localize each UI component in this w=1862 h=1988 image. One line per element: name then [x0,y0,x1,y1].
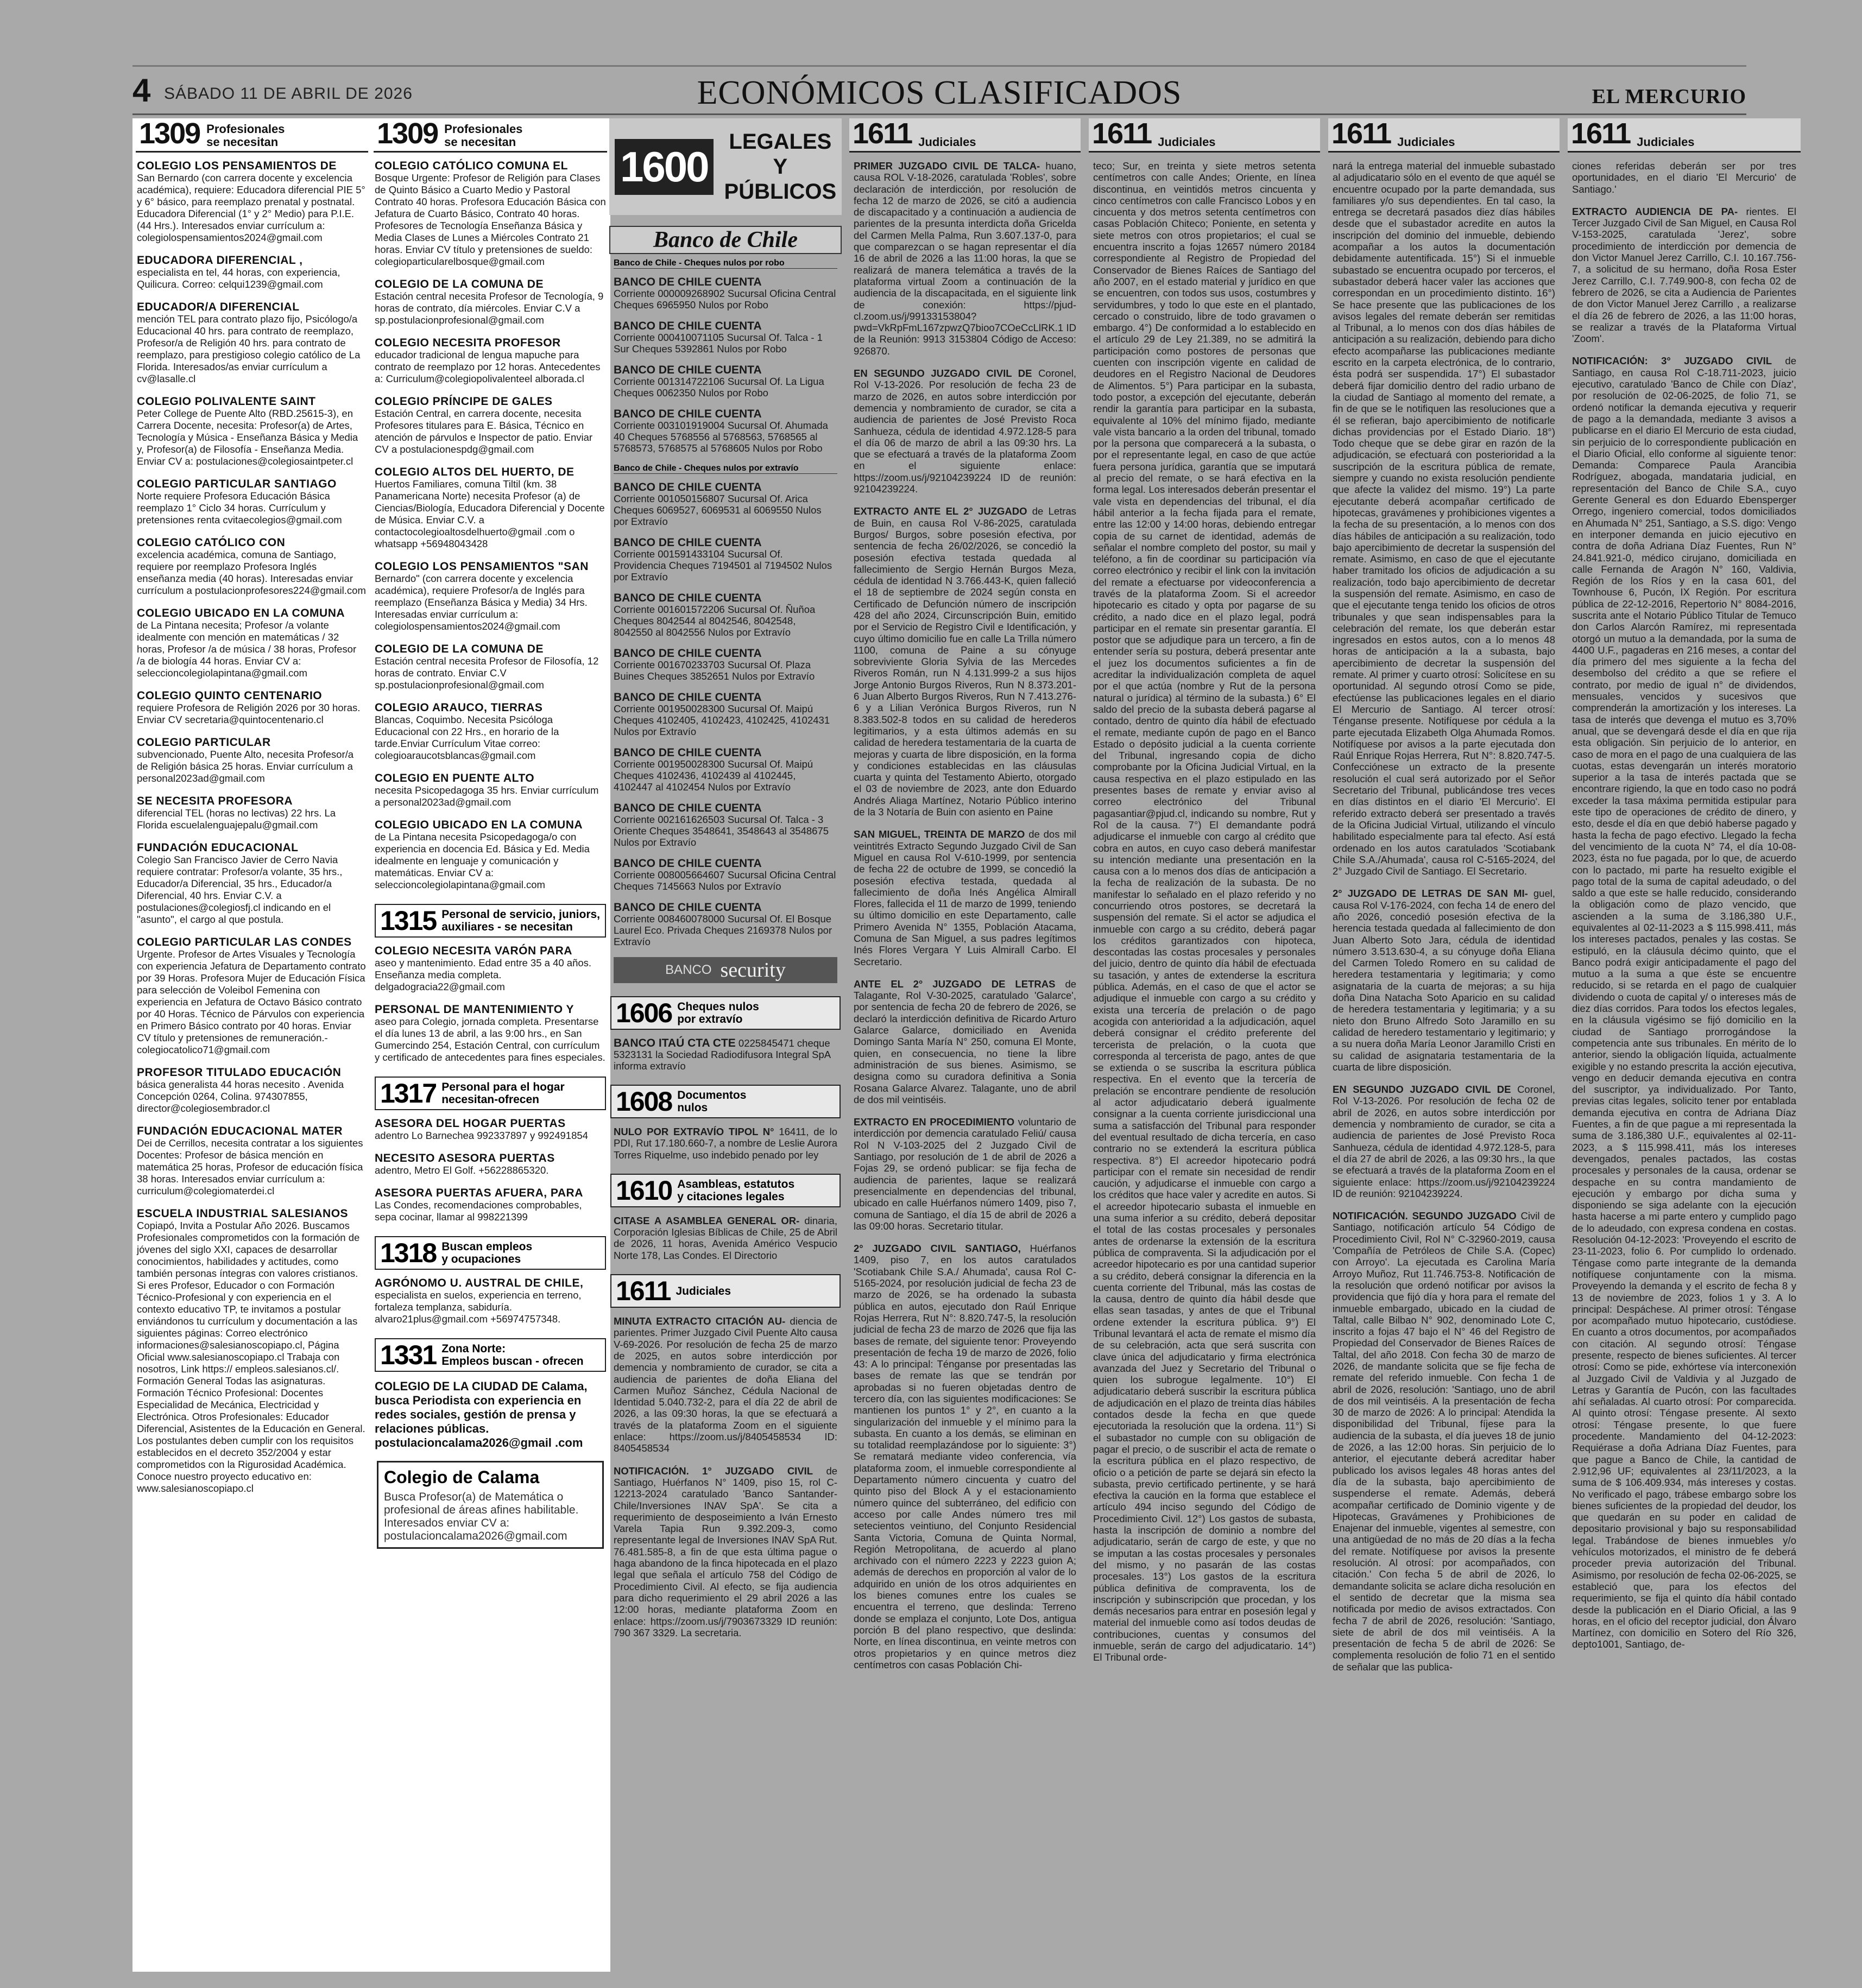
column-4 [849,118,1081,1972]
notice-heading: PROFESOR TITULADO EDUCACIÓN [137,1066,342,1079]
notice-heading: COLEGIO UBICADO EN LA COMUNA [375,819,583,831]
notice-body: Corriente 001591433104 Sucursal Of. Providencia Cheques 7194501 al 7194502 Nulos por Extravío [614,548,832,583]
notice-body: mención TEL para contrato plazo fijo, Psicólogo/a Educacional 40 hrs. para contrato de reemplazo, Profesor/a de Religión 40 hrs. para contrato de reemplazo, para prestigioso colegio católico de La Florida. Interesados/as enviar currículum a cv@lasalle.cl [137,313,361,384]
section-number: 1611 [853,118,912,150]
section-title: Cheques nulos por extravío [677,1001,759,1025]
section-number: 1606 [616,998,672,1028]
notice-body: Corriente 001314722106 Sucursal Of. La Ligua Cheques 0062350 Nulos por Robo [614,376,824,398]
notice-heading: COLEGIO PARTICULAR SANTIAGO [137,478,337,490]
top-rule [132,65,1746,67]
classified-ad [137,607,367,679]
notice-body: Copiapó, Invita a Postular Año 2026. Buscamos Profesionales comprometidos con la formación de jóvenes del siglo XXI, capaces de desarrollar conocimientos, habilidades y actitudes, como también personas íntegras con valores cristianos. Si eres Profesor, Educador o con Formación Técnico-Profesional y con experiencia en el contexto educativo TP, te invitamos a postular enviándonos tu currículum y documentación a las siguientes páginas: Correo electrónico informaciones@salesianoscopiapo.cl, Página Oficial www.salesianoscopiapo.cl Trabaja con nosotros, Link https:// empleos.salesianos.cl/. Formación General Todas las asignaturas. Formación Técnico Profesional: Docentes Especialidad de Mecánica, Electricidad y Electrónica. Otros Profesionales: Educador Diferencial, Asistentes de la Educación en General. Los postulantes deben cumplir con los requisitos establecidos en el decreto 352/2004 y estar comprometidos con la Rigurosidad Académica. Conoce nuestro proyecto educativo en: www.salesianoscopiapo.cl [137,1220,365,1494]
column-3 [609,118,842,1972]
notice-heading: COLEGIO CATÓLICO CON [137,536,286,549]
classified-ad [375,160,606,268]
notice-body: adentro Lo Barnechea 992337897 y 992491854 [375,1130,588,1141]
section-title: Documentos nulos [677,1089,747,1114]
section-number: 1611 [616,1276,671,1307]
page-number: 4 [132,72,151,109]
notice-heading: COLEGIO NECESITA PROFESOR [375,337,561,349]
notice-body: Corriente 001601572206 Sucursal Of. Ñuñoa Cheques 8042544 al 8042546, 8042548, 8042550 al 8042556 Nulos por Extravío [614,604,816,638]
classified-ad [375,773,606,808]
section-header-1610 [610,1174,841,1207]
legal-notice [854,978,1076,1105]
notice-body: diferencial TEL (horas no lectivas) 22 hrs. La Florida escuelalenguajepalu@gmail.com [137,807,336,831]
section-number: 1610 [616,1175,672,1206]
column-5 [1089,118,1320,1972]
section-title: Judiciales [676,1284,731,1297]
section-number: 1611 [1571,118,1631,150]
notice-heading: BANCO DE CHILE CUENTA [614,802,762,814]
bank-notice [614,320,837,354]
notice-body: Huertos Familiares, comuna Tiltil (km. 38 Panamericana Norte) necesita Profesor (a) de Ciencias/Biología, Educadora Diferencial y Docente de Música. Enviar C.V. a contactocolegioaltosdelhuerto@gmail .com o whatsapp +56948043428 [375,478,605,549]
notice-heading: NOTIFICACIÓN. 1° JUZGADO CIVIL [614,1465,813,1477]
column-6 [1328,118,1560,1972]
section-number: 1315 [380,906,437,936]
section-title: Judiciales [1637,135,1695,149]
notice-heading: BANCO DE CHILE CUENTA [614,901,762,914]
notice-heading: EDUCADOR/A DIFERENCIAL [137,301,300,313]
notice-heading: COLEGIO POLIVALENTE SAINT [137,395,316,408]
banco-de-chile-logo: Banco de Chile [609,226,842,254]
notice-body: Bosque Urgente: Profesor de Religión para Clases de Quinto Básico a Cuarto Medio y Pastoral Contrato 40 horas. Profesora Educación Básica con Jefatura de Cuarto Básico, Contrato 40 horas. Profesores de Tecnología Enseñanza Básica y Media Clases de Lunes a Miércoles Contrato 21 horas. Enviar CV título y pretensiones de sueldo: colegioparticularelbosque@gmail.com [375,172,606,267]
header-rule [132,113,1746,115]
notice-body: Estación central necesita Profesor de Filosofía, 12 horas de contrato. Enviar C.V sp.postulacionprofesional@gmail.com [375,655,599,691]
section-number: 1608 [616,1086,672,1117]
classified-ad [137,537,367,597]
notice-heading: COLEGIO PRÍNCIPE DE GALES [375,395,553,408]
notice-heading: AGRÓNOMO U. AUSTRAL DE CHILE, [375,1277,584,1289]
subsection-label: Banco de Chile - Cheques nulos por extravío [614,464,837,474]
ad-list [374,1118,607,1223]
legal-continuation: nará la entrega material del inmueble subastado al adjudicatario sólo en el evento de que aquél se encuentre ocupado por la parte demandada, sus familiares y/o sus dependientes. En tal caso, la entrega se decretará pasados diez días hábiles desde que el subastador acredite en autos la inscripción del dominio del inmueble, debiendo acompañar a los autos la documentación debidamente autentificada. 15°) Si el inmueble subastado se encuentra ocupado por terceros, el subastador deberá hacer valer las acciones que correspondan en un procedimiento distinto. 16°) Se hace presente que las publicaciones de los avisos legales del remate deberán ser remitidas al Tribunal, a lo menos con dos días hábiles de anticipación a su realización, debiendo para dicho efecto acompañarse las publicaciones mediante escrito en la carpeta electrónica, de lo contrario, ésta podrá ser suspendida. 17°) El subastador deberá fijar domicilio dentro del radio urbano de la ciudad de Santiago al momento del remate, a fin de que se le notifiquen las resoluciones que a él se refieran, bajo apercibimiento de notificarle dichas providencias por el Estado Diario. 18°) Todo cheque que se debe girar en razón de la adjudicación, se efectuará con posterioridad a la suscripción de la escritura pública de remate, siempre y cuando no exista resolución pendiente que afecte la validez del mismo. 19°) La parte ejecutante deberá acompañar certificado de hipotecas, gravámenes y prohibiciones vigentes a la fecha de su presentación, a lo menos con dos días hábiles de anticipación a su realización, todo bajo apercibimiento de decretar la suspensión del remate. Asimismo, en caso de que el ejecutante haber tramitado los oficios de adjudicación a su realización, todo bajo apercibimiento de decretar la suspensión del remate. Asimismo, en caso de que el ejecutante tenga tenido los oficios de otros tribunales y que sean indispensables para la celebración del remate, los que deberán estar ingresados en estos autos, con a lo menos 48 horas de anticipación a la a subasta, bajo apercibimiento de decretar la suspensión del remate. Al primer y cuarto otrosí: Solicítese en su oportunidad. Al segundo otrosí Como se pide, efectúense las publicaciones legales en el diario El Mercurio de Santiago. Al tercer otrosí: Ténganse presente. Notifíquese por cédula a la parte ejecutada Elizabeth Olga Ahumada Romos. Notifíquese por avisos a la parte ejecutada don Raúl Enrique Rojas Herrera, Rut N°: 8.820.747-5. Confecciónese un extracto de la presente resolución el cual será autorizado por el Señor Secretario del Tribunal, publicándose tres veces en días distintos en el diario 'El Mercurio'. El referido extracto deberá ser presentado a través de la Oficina Judicial Virtual, utilizando el vínculo habilitado especialmente para tal efecto. Así está ordenado en los autos caratulados 'Scotiabank Chile S.A./Ahumada', causa rol C-5165-2024, del 2° Juzgado Civil de Santiago. El Secretario. [1333,160,1555,877]
security-logo-word: security [720,959,786,982]
legal-notice [1333,1210,1555,1673]
section-title: Judiciales [1158,135,1216,149]
notice-body: Corriente 002161626503 Sucursal Of. Talca - 3 Oriente Cheques 3548641, 3548643 al 3548675 Nulos por Extravío [614,814,829,848]
notice-heading: COLEGIO PARTICULAR [137,736,271,749]
section-number: 1309 [377,118,438,150]
notice-body: Civil de Santiago, notificación artículo 54 Código de Procedimiento Civil, Rol N° C-32960-2019, causa 'Compañía de Petróleos de Chile S.A. (Copec) con Arroyo'. La ejecutada es Carolina María Arroyo Muñoz, Rut 11.746.753-8. Notificación de la resolución que ordenó notificar por avisos la providencia que fijó día y hora para el remate del inmueble embargado, ubicado en la ciudad de Taltal, calle Bilbao N° 902, denominado Lote C, inscrito a fojas 47 bajo el N° 46 del Registro de Propiedad del Conservador de Bienes Raíces de Taltal, del año 2018. Con fecha 30 de marzo de 2026, de mandante solicita que se fije fecha de remate del referido inmueble. Con fecha 1 de abril de 2026, resolución: 'Santiago, uno de abril de dos mil veintiséis. A la presentación de fecha 30 de marzo de 2026: A lo principal: Atendida la disponibilidad del Tribunal, fíjese para la audiencia de la subasta, el día jueves 18 de junio de 2026, a las 12:00 horas. Sin perjuicio de lo anterior, el ejecutante deberá acreditar haber publicado los avisos legales 48 horas antes del día de la subasta, bajo apercibimiento de suspenderse el remate. Además, deberá acompañar certificado de Dominio vigente y de Hipotecas, Gravámenes y Prohibiciones de Enajenar del inmueble, vigentes al semestre, con una antigüedad de no más de 20 días a la fecha del remate. Notifíquese por avisos la presente resolución. Al otrosí: por acompañados, con citación.' Con fecha 5 de abril de 2026, lo demandante solicita se aclare dicha resolución en el sentido de decretar que la misma sea notificada por medio de avisos extractados. Con fecha 7 de abril de 2026, resolución: 'Santiago, siete de abril de dos mil veintiséis. A la presentación de fecha 5 de abril de 2026: Se complementa resolución de folio 71 en el sentido de señalar que las publica- [1333,1210,1555,1673]
legal-notice [614,1465,837,1638]
section-header-1611 [1089,118,1320,153]
notice-body: guel, causa Rol V-176-2024, con fecha 14 de enero del año 2026, concedió posesión efectiva de la herencia testada quedada al fallecimiento de don Juan Alberto Soto Jara, cédula de identidad número 3.513.630-4, a su cónyuge doña Eliana del Carmen Toledo Romero en su calidad de heredera testamentaria y legitimaria; y como asignataria de la cuarta de mejoras; a su hija doña Dina Natacha Soto Aparicio en su calidad de heredera testamentaria y legitimaria; y a su nieto don Bruno Alfredo Soto Jaramillo en su calidad de heredero testamentario y legitimario; y a su nuera doña María Leonor Jaramillo Cristi en su calidad de asignataria testamentaria de la cuarta de libre disposición. [1333,888,1556,1073]
legal-list [849,160,1081,1670]
bank-notice [614,537,837,583]
classified-ad [137,1067,367,1115]
notice-heading: COLEGIO ALTOS DEL HUERTO, DE [375,466,575,478]
bank-notice [614,408,837,454]
legal-list [609,1315,842,1638]
notice-heading: EN SEGUNDO JUZGADO CIVIL DE [1333,1084,1511,1096]
notice-heading: EDUCADORA DIFERENCIAL , [137,254,303,267]
section-header-1606 [610,996,841,1030]
notice-body: rientes. El Tercer Juzgado Civil de San Miguel, en Causa Rol V-153-2025, caratulada 'Jerez', sobre procedimiento de interdicción por demencia de don Victor Manuel Jerez Carrillo, C.I. 10.167.756-7, a solicitud de su hermano, doña Rosa Ester Jerez Carrillo, C.I. 7.749.900-8, con fecha 02 de febrero de 2026, se cita a Audiencia de Parientes de don Victor Manuel Jerez Carrillo , a realizarse el día 26 de febrero de 2026, a las 11:00 horas, se realizar a través de la Plataforma Virtual 'Zoom'. [1572,205,1796,345]
security-logo-text: BANCO [665,963,712,977]
legal-notice [854,368,1076,495]
section-title: Personal de servicio, juniors, auxiliares - se necesitan [441,908,601,933]
notice-heading: COLEGIO QUINTO CENTENARIO [137,689,323,702]
section-title: Profesionales se necesitan [206,122,285,149]
notice-body: necesita Psicopedagoga 35 hrs. Enviar currículum a personal2023ad@gmail.com [375,784,599,808]
notice-body: especialista en suelos, experiencia en terreno, fortaleza templanza, sabiduría. alvaro21plus@gmail.com +56974757348. [375,1289,582,1325]
notice-body: Colegio San Francisco Javier de Cerro Navia requiere contratar: Profesor/a volante, 35 hrs., Educador/a Diferencial, 35 hrs., Educador/a Diferencial, 40 hrs. Enviar C.V. a postulaciones@colegiosfj.cl indicando en el "asunto", el cargo al que postula. [137,854,343,925]
legal-notice [614,1315,837,1454]
section-number: 1600 [615,139,714,195]
calama-box-title: Colegio de Calama [384,1467,540,1487]
notice-heading: ASESORA DEL HOGAR PUERTAS [375,1117,566,1130]
notice-body: especialista en tel, 44 horas, con experiencia, Quilicura. Correo: celqui1239@gmail.com [137,267,340,290]
notice-heading: BANCO DE CHILE CUENTA [614,276,762,288]
ad-list [374,160,607,891]
notice-body: de La Pintana necesita; Profesor /a volante idealmente con mención en matemáticas / 32 horas, Profesor /a de música / 38 horas, Profesor /a de biología 44 horas. Enviar CV a: seleccioncolegiolapintana@gmail.com [137,619,357,679]
notice-heading: EXTRACTO ANTE EL 2° JUZGADO [854,505,1027,517]
classified-ad [137,795,367,831]
notice-body: aseo para Colegio, jornada completa. Presentarse el día lunes 13 de abril, a las 9:00 hrs., en San Gumercindo 254, Estación Central, con currículum y certificado de antecedentes para fines especiales. [375,1016,605,1063]
classified-ad [375,702,606,762]
bank-notice [614,592,837,638]
notice-body: Coronel, Rol V-13-2026. Por resolución de fecha 02 de abril de 2026, en autos sobre interdicción por demencia y nombramiento de curador, se cita a audiencia de parientes de José Previsto Roca Sanhueza, cédula de identidad 4.972.128-5, para el día 27 de abril de 2026, a las 09:30 hrs., la que se efectuará a través de la plataforma Zoom en el siguiente enlace: https://zoom.us/j/92104239224 ID de reunión: 92104239224. [1333,1084,1555,1199]
notice-heading: COLEGIO CATÓLICO COMUNA EL [375,160,568,172]
column-1 [132,118,371,1972]
classified-ad [137,936,367,1056]
classified-ad [375,1187,606,1223]
notice-heading: BANCO DE CHILE CUENTA [614,647,762,660]
notice-body: aseo y mantenimiento. Edad entre 35 a 40 años. Enseñanza media completa. delgadogracia22@gmail.com [375,957,592,992]
classified-ad [375,1118,606,1142]
page-date: SÁBADO 11 DE ABRIL DE 2026 [164,85,413,103]
section-header-1315 [375,904,606,938]
notice-body: Corriente 000410071105 Sucursal Of. Talca - 1 Sur Cheques 5392861 Nulos por Robo [614,332,823,354]
bank-notice [614,802,837,848]
section-number: 1317 [380,1078,437,1109]
bank-notice [614,692,837,737]
section-header-1600 [609,118,842,215]
section-number: 1331 [380,1340,437,1370]
section-header-1318 [375,1236,606,1270]
ad-list [374,945,607,1063]
bank-list [609,276,842,454]
notice-body: Bernardo" (con carrera docente y excelencia académica), requiere Profesor/a de Inglés para reemplazo (Enseñanza Básica y Media) 34 Hrs. Interesadas enviar currículum a: colegiolospensamientos2024@gmail.com [375,573,588,632]
classified-ad [375,945,606,993]
notice-body: requiere Profesora de Religión 2026 por 30 horas. Enviar CV secretaria@quintocentenario.cl [137,702,361,725]
notice-heading: SE NECESITA PROFESORA [137,795,293,807]
legal-notice [854,828,1076,967]
citase-notice: CITASE A ASAMBLEA GENERAL OR- dinaria, Corporación Iglesias Bíblicas de Chile, 25 de Abril de 2026, 11 horas, Avenida Américo Vespucio Norte 178, Las Condes. El Directorio [614,1214,837,1261]
classified-ad [137,301,367,385]
notice-body: Dei de Cerrillos, necesita contratar a los siguientes Docentes: Profesor de básica mención en matemática 25 horas, Profesor de educación física 38 horas. Interesados enviar currículum a: curriculum@colegiomaterdei.cl [137,1137,363,1196]
calama-periodista-ad: COLEGIO DE LA CIUDAD DE Calama, busca Periodista con experiencia en redes sociales, gestión de prensa y relaciones públicas. postulacioncalama2026@gmail .com [375,1379,588,1449]
classified-ad [375,819,606,891]
legal-notice [1333,1084,1555,1199]
section-number: 1611 [1092,118,1152,150]
notice-body: Coronel, Rol V-13-2026. Por resolución de fecha 23 de marzo de 2026, en autos sobre interdicción por demencia y nombramiento de curador, se cita a audiencia de parientes de José Previsto Roca Sanhueza, cédula de identidad 4.972.128-5 para el día 06 de marzo de abril a las 09:30 hrs. La que se efectuará a través de la plataforma Zoom en el siguiente enlace: https://zoom.us/j/92104239224 ID de reunión: 92104239224. [854,368,1076,495]
notice-body: Las Condes, recomendaciones comprobables, sepa cocinar, llamar al 998221399 [375,1199,582,1223]
classified-ad [137,737,367,784]
notice-body: Corriente 003101919004 Sucursal Of. Ahumada 40 Cheques 5768556 al 5768563, 5768565 al 5768573, 5768575 al 5768605 Nulos por Robo [614,420,828,454]
notice-heading: BANCO DE CHILE CUENTA [614,364,762,376]
notice-body: Corriente 001050156807 Sucursal Of. Arica Cheques 6069527, 6069531 al 6069550 Nulos por Extravío [614,493,822,527]
section-header-1611 [1328,118,1560,153]
notice-heading: BANCO DE CHILE CUENTA [614,857,762,870]
notice-body: Corriente 001950028300 Sucursal Of. Maipú Cheques 4102405, 4102423, 4102425, 4102431 Nulos por Extravío [614,703,830,737]
notice-body: voluntario de interdicción por demencia caratulado Feliú/ causa Rol N V-103-2025 del 2 Juzgado Civil de Santiago, por resolución de 1 de abril de 2026 a Fojas 29, se ordenó publicar: se fija fecha de audiencia de parientes, laque se realizará presencialmente en dependencias del tribunal, ubicado en calle Huérfanos número 1409, piso 7, comuna de Santiago, el día 15 de abril de 2026 a las 09:00 horas. Secretario titular. [854,1116,1076,1232]
classified-ad [375,278,606,326]
notice-heading: EXTRACTO AUDIENCIA DE PA- [1572,205,1738,217]
notice-heading: BANCO DE CHILE CUENTA [614,592,762,604]
banco-security-logo [614,957,837,983]
section-number: 1309 [139,118,200,150]
classified-ad [375,466,606,550]
classified-ad [137,396,367,467]
classified-ad [375,561,606,632]
bank-list [609,482,842,947]
notice-body: Huérfanos 1409, piso 7, en los autos caratulados 'Scotiabank Chile S.A./ Ahumada', causa Rol C-5165-2024, por resolución judicial de fecha 23 de marzo de 2026, se ha ordenado la subasta pública en autos, ejecutado don Raúl Enrique Rojas Herrera, Rut N°: 8.820.747-5, la resolución judicial de fecha 23 de marzo de 2026 que fija las bases de remate, del siguiente tenor: Proveyendo presentación de fecha 19 de marzo de 2026, folio 43: A lo principal: Ténganse por presentadas las bases de remate las que se tendrán por aprobadas si no fueren objetadas dentro de tercero día, con las siguientes modificaciones: Se mantienen los puntos 1° y 2°, en cuanto a la singularización del inmueble y el mínimo para la subasta. En cuanto a los demás, se eliminan en su totalidad reemplazándose por lo siguiente: 3°) Se rematará mediante video conferencia, vía plataforma zoom, el inmueble correspondiente al Departamento número cincuenta y cuatro del quinto piso del Block A y el estacionamiento número quince del subterráneo, del edificio con acceso por calle Andes número tres mil setecientos veintiuno, del Conjunto Residencial Santa Victoria, Comuna de Quinta Normal, Región Metropolitana, de acuerdo al plano archivado con el número 2223 y 2223 guion A; además de derechos en proporción al valor de lo adquirido en unión de los otros adquirientes en los bienes comunes entre los cuales se encuentra el terreno, que deslinda: Terreno donde se emplaza el conjunto, Lote Dos, antigua porción B del plano respectivo, que deslinda: Norte, en línea discontinua, en veinte metros con otros propietarios y en quince metros diez centímetros con casas Población Chi- [854,1243,1076,1670]
legal-notice [854,160,1076,357]
classified-ad [137,160,367,244]
notice-heading: MINUTA EXTRACTO CITACIÓN AU- [614,1315,786,1327]
notice-body: diencia de parientes. Primer Juzgado Civil Puente Alto causa V-69-2026. Por resolución de fecha 25 de marzo de 2025, en autos sobre interdicción por demencia y nombramiento de curador, se cita a audiencia de parientes de doña Eliana del Carmen Muñoz Sánchez, Cédula Nacional de Identidad 5.040.732-2, para el día 22 de abril de 2026, a las 09:30 horas, la que se efectuará a través de la plataforma Zoom en el siguiente enlace: https://zoom.us/j/8405458534 ID: 8405458534 [614,1315,838,1454]
section-header-1309 [136,118,368,153]
notice-body: de dos mil veintitrés Extracto Segundo Juzgado Civil de San Miguel en causa Rol V-610-1999, por sentencia de fecha 22 de octubre de 1999, se concedió la posesión efectiva testada, quedada al fallecimiento de doña Inés Angélica Almirall Flores, fallecida el 11 de marzo de 1999, teniendo su último domicilio en este Departamento, calle Primero Avenida N° 1355, Población Atacama, Comuna de San Miguel, a sus padres legítimos Inés Flores Vergara Y Luis Almirall Carbo. El Secretario. [854,828,1076,967]
classified-ad [375,337,606,385]
notice-body: Corriente 001670233703 Sucursal Of. Plaza Buines Cheques 3852651 Nulos por Extravío [614,659,815,682]
itau-notice: BANCO ITAÚ CTA CTE 0225845471 cheque 5323131 la Sociedad Radiodifusora Integral SpA informa extravío [614,1037,831,1072]
section-title: Judiciales [918,135,976,149]
notice-heading: COLEGIO EN PUENTE ALTO [375,772,535,784]
legal-continuation: teco; Sur, en treinta y siete metros setenta centímetros con calle Andes; Oriente, en línea discontinua, en veintidós metros cincuenta y cinco centímetros con calle Francisco Lobos y en cincuenta y dos metros setenta centímetros con casas Población Chiteco; Poniente, en setenta y siete metros con otros propietarios; el cual se encuentra inscrito a fojas 12657 número 20184 correspondiente al Registro de Propiedad del Conservador de Bienes Raíces de Santiago del año 2007, en el estado material y jurídico en que se encuentren, con todos sus usos, costumbres y servidumbres, y todo lo que este en el plantado, cercado o construido, libre de todo gravamen o embargo. 4°) De conformidad a lo establecido en el artículo 29 de Ley 21.389, no se admitirá la participación como postores de personas que cuenten con inscripción vigente en calidad de deudores en el Registro Nacional de Deudores de Alimentos. 5°) Para participar en la subasta, todo postor, a excepción del ejecutante, deberán rendir la garantía para participar en la subasta, equivalente al 10% del mínimo fijado, mediante vale vista bancario a la orden del tribunal, tomado por la persona que comparecerá a la subasta, o por el representante legal, en caso de que actúe fuera persona jurídica, garantía que se imputará al precio del remate, o se hará efectiva en la forma legal. Los interesados deberán presentar el vale vista en dependencias del tribunal, el día hábil anterior a la fecha fijada para el remate, entre las 12:00 y 14:00 horas, debiendo entregar copia de su carnet de identidad, además de señalar el nombre completo del postor, su mail y teléfono, a fin de coordinar su participación vía correo electrónico y recibir el link con la invitación del remate a efectuarse por videoconferencia a través de la plataforma Zoom. Si el acreedor hipotecario es citado y opta por pagarse de su crédito, a nado dice en el plazo legal, podrá participar en el remate sin presentar garantía. El postor que se adjudique para un tercero, a fin de entender sería su postura, deberá presentar ante el juez los documentos suficientes a fin de acreditar la individualización completa de aquel por el que actúa (nombre y Rut de la persona natural o jurídica) al término de la subasta.) 6° El saldo del precio de la subasta deberá pagarse al contado, dentro de quinto día hábil de efectuado el remate, mediante cupón de pago en el Banco Estado o depósito judicial a la cuenta corriente del Tribunal, ingresando copia de dicho comprobante por la Oficina Judicial Virtual, en la causa respectiva en el plazo estipulado en las presentes bases de remate y enviar aviso al correo electrónico del Tribunal pagasantiar@pjud.cl, indicando su nombre, Rut y Rol de la causa. 7°) El demandante podrá adjudicarse el inmueble con cargo al crédito que cobra en autos, en cuyo caso deberá manifestar su intención mediante una presentación en la causa con a lo menos dos días de anticipación a la fecha de realización de la subasta. De no manifestar lo señalado en el plazo referido y no concurriendo otros postores, se decretará la suspensión del remate. Si el actor se adjudica el inmueble con cargo a su crédito, deberá pagar los créditos garantizados con hipoteca, descontadas las costas procesales y personales del juicio, dentro de quinto día hábil de efectuada su tasación, y antes de extenderse la escritura pública. Además, en el caso de que el actor se adjudique el inmueble con cargo a su crédito y exista una tercería de prelación o de pago acogida con anterioridad a la adjudicación, aquel deberá consignar el crédito preferente del tercerista de prelación, o la cuota que corresponda al tercerista de pago, antes de que se extienda o se suscriba la escritura pública respectiva. En el evento que la tercería de prelación se encontrare pendiente de resolución al actor adjudicatario deberá igualmente consignar a la cuenta corriente jurisdiccional una suma a satisfacción del Tribunal para responder del eventual resultado de dicha tercería, en caso contrario no se extenderá la escritura pública respectiva. 8°) El acreedor hipotecario podrá participar con el remate sin necesidad de rendir caución, y adjudicarse el inmueble con cargo a los créditos que hace valer y acredite en autos. Si el acreedor hipotecario subasta el inmueble en una suma inferior a su crédito, deberá depositar el total de las costas procesales y personales antes de ordenarse la extensión de la escritura pública de compraventa. Si la adjudicación por el acreedor hipotecario es por una cantidad superior a su crédito, deberá consignar la diferencia en la cuenta corriente del Tribunal, más las costas de la causa, dentro de quinto día hábil desde que ellas sean tasadas, y antes de que el Tribunal ordene extender la escritura pública. 9°) El Tribunal levantará el acta de remate el mismo día de su celebración, acta que será suscrita con clave única del adjudicatario y firma electrónica avanzada del Juez y Secretario del Tribunal o quien los subrogue legalmente. 10°) El adjudicatario deberá suscribir la escritura pública de adjudicación en el plazo de treinta días hábiles contados desde la fecha en que quede ejecutoriada la resolución que la ordena. 11°) Si el subastador no cumple con su obligación de pagar el precio, o de suscribir el acta de remate o la escritura pública en el plazo respectivo, de oficio o a petición de parte se dejará sin efecto la subasta, previo certificado pertinente, y se hará efectiva la caución en la forma que establece el artículo 494 inciso segundo del Código de Procedimiento Civil. 12°) Los gastos de subasta, hasta la inscripción de dominio a nombre del adjudicatario, serán de cargo de este, y que no se imputan a las costas procesales y personales del mismo, y no pasarán de las costas procesales. 13°) Los gastos de la escritura pública definitiva de compraventa, los de inscripción y subinscripción que procedan, y los demás necesarios para entrar en posesión legal y material del inmueble como así todos deudas de contribuciones, cuentas y consumos del inmueble, serán de cargo del adjudicatario. 14°) El Tribunal orde- [1093,160,1316,1663]
notice-body: educador tradicional de lengua mapuche para contrato de reemplazo por 12 horas. Antecedentes a: Curriculum@colegiopolivalenteel alborada.cl [375,349,601,384]
legal-notice [854,1116,1076,1232]
bank-notice [614,902,837,947]
section-header-1331 [375,1338,606,1372]
legal-notice [1572,206,1796,345]
notice-heading: BANCO DE CHILE CUENTA [614,691,762,704]
bank-notice [614,276,837,311]
legal-continuation: ciones referidas deberán ser por tres oportunidades, en el diario 'El Mercurio' de Santiago.' [1572,160,1796,195]
section-title: LEGALES Y PÚBLICOS [724,130,837,204]
notice-body: básica generalista 44 horas necesito . Avenida Concepción 0264, Colina. 974307855, director@colegiosembrador.cl [137,1079,344,1114]
notice-heading: COLEGIO PARTICULAR LAS CONDES [137,936,352,948]
notice-body: Urgente. Profesor de Artes Visuales y Tecnología con experiencia Jefatura de Departamento contrato por 39 Horas. Profesora Mujer de Educación Física para selección de Voleibol Femenina con experiencia en Jefatura de Octavo Básico contrato por 40 Horas. Técnico de Párvulos con experiencia en Primero Básico contrato por 40 horas. Enviar CV título y pretensiones de remuneración.- colegiocatolico71@gmail.com [137,948,366,1055]
page-title: ECONÓMICOS CLASIFICADOS [697,74,1182,111]
notice-body: Blancas, Coquimbo. Necesita Psicóloga Educacional con 22 Hrs., en horario de la tarde.Enviar Currículum Vitae correo: colegioaraucotsblancas@gmail.com [375,714,559,761]
bank-notice [614,747,837,793]
notice-heading: EXTRACTO EN PROCEDIMIENTO [854,1116,1015,1128]
notice-heading: BANCO DE CHILE CUENTA [614,320,762,332]
notice-body: adentro, Metro El Golf. +56228865320. [375,1164,549,1176]
classified-ad [137,842,367,926]
section-header-1611 [849,118,1081,153]
classified-ad [137,1125,367,1197]
notice-heading: ASESORA PUERTAS AFUERA, PARA [375,1187,583,1199]
notice-body: huano, causa ROL V-18-2026, caratulada 'Robles', sobre declaración de interdicción, por resolución de fecha 12 de marzo de 2026, se citó a audiencia de discapacitado y a continuación a audiencia de parientes de la presunta interdicta doña Gricelda del Carmen Mella Palma, Run 3.607.137-0, para que comparezcan o se hagan representar el día 16 de abril de 2026 a las 11:00 horas, la que se realizará de manera telemática a través de la plataforma virtual Zoom a continuación de la audiencia de la discapacitada, en el siguiente link de conexión: https://pjud-cl.zoom.us/j/99133153804? pwd=VkRpFmL167zpwzQ7bioo7COeCcLlRK.1 ID de la Reunión: 9913 3153804 Código de Acceso: 926870. [854,160,1077,357]
calama-box-body: Busca Profesor(a) de Matemática o profesional de áreas afines habilitable. Interesados enviar CV a: postulacioncalama2026@gmail.com [384,1491,579,1542]
notice-heading: BANCO DE CHILE CUENTA [614,408,762,420]
notice-heading: ANTE EL 2° JUZGADO DE LETRAS [854,978,1056,990]
legal-list [1568,206,1801,1650]
classified-ad [137,255,367,290]
section-title: Buscan empleos y ocupaciones [441,1240,533,1265]
section-header-1608 [610,1085,841,1118]
notice-body: de Santiago, en causa Rol C-18.711-2023, juicio ejecutivo, caratulado 'Banco de Chile con Díaz', por resolución de 02-06-2025, de folio 71, se ordenó notificar la demanda ejecutiva y requerir de pago a la demandada, mediante 3 avisos a publicarse en el diario El Mercurio de esta ciudad, sin perjuicio de lo correspondiente publicación en el Diario Oficial, ello conforme al siguiente tenor: Demanda: Comparece Paula Arancibia Rodríguez, abogada, mandataria judicial, en representación del Banco de Chile S.A., cuyo Gerente General es don Eduardo Ebensperger Orrego, ingeniero comercial, todos domiciliados en Ahumada N° 251, Santiago, a S.S. digo: Vengo en interponer demanda en juicio ejecutivo en contra de doña Adriana Díaz Fuentes, Run N° 24.841.921-0, médico cirujano, domiciliada en calle Fernanda de Aragón N° 160, Valdivia, Región de los Ríos y en la casa 601, del Townhouse 6, Pucón, IX Región. Por escritura pública de 22-12-2016, Repertorio N° 8084-2016, suscrita ante el Notario Público Titular de Temuco don Carlos Alarcón Ramírez, mi representada otorgó un mutuo a la demandada, por la suma de 4400 U.F., pagaderas en 216 meses, a contar del día primero del mes siguiente a la fecha del desembolso del crédito a que se refiere el contrato, por medio de igual n° de dividendos, mensuales, vencidos y sucesivos que comprenderán la amortización y los intereses. La tasa de interés que devenga el mutuo es 3,70% anual, que se devengará desde el día en que rija esta obligación. Sin perjuicio de lo anterior, en caso de mora en el pago de una cualquiera de las cuotas, estas devengarán un interés moratorio superior a la tasa de interés pactada que se encontrare rigiendo, la que en todo caso no podrá exceder la tasa máxima permitida estipular para este tipo de operaciones de crédito de dinero, y esto, desde el día en que debió haberse pagado y hasta la fecha de pago efectivo. Llegado la fecha del vencimiento de la cuota N° 74, el día 10-08- 2023, ésta no fue pagada, por lo que, de acuerdo con lo pactado, mi parte ha resuelto exigible el pago total de la suma de capital adeudado, o del saldo a que este se halle reducido, considerando la obligación como de plazo vencido, que ascienden a la suma de 3.186,380 U.F., equivalentes al 02-11-2023 a $ 115.998.411, más los intereses pactados, penales y las costas. Se estipuló, en la cláusula décimo quinto, que el Banco podrá exigir anticipadamente el pago del mutuo a la suma a que éste se encuentre reducido, si se retarda en el pago de cualquier dividendo o cuota de capital y/ o intereses más de diez días corridos. Para todos los efectos legales, en la cláusula vigésimo se fijó domicilio en la ciudad de Santiago prorrogándose la competencia ante sus tribunales. En mérito de lo anterior, siendo la obligación líquida, actualmente exigible y no estando prescrita la acción ejecutiva, vengo en deducir demanda ejecutiva en contra del suscriptor, ya individualizado. Por Tanto, previas citas legales, solicito tener por entablada demanda ejecutiva en contra de Adriana Díaz Fuentes, a fin de que pague a mi representada la suma de 3.186,380 U.F., equivalentes al 02-11-2023, a $ 115.998.411, más los intereses devengados, penales pactados, las costas procesales y personales de la causa, ordenar se despache en su contra mandamiento de ejecución y embargo por dicha suma y disponiendo se siga adelante con la ejecución hasta hacerse a mi parte entero y cumplido pago de lo adeudado, con expresa condena en costas. Resolución 04-12-2023: 'Proveyendo el escrito de 23-11-2023, folio 6. Por cumplido lo ordenado. Téngase como parte integrante de la demanda notifíquese conjuntamente con la misma. Proveyendo la demanda y el escrito de fecha 8 y 13 de noviembre de 2023, folios 1 y 3. A lo principal: Despáchese. Al primer otrosí: Téngase por acompañado mutuo hipotecario, custódiese. En cuanto a otros documentos, por acompañados con citación. Al segundo otrosí: Téngase presente, respecto de bienes suficientes. Al tercer otrosí: Como se pide, exhórtese vía interconexión al Juzgado Civil de Valdivia y al Juzgado de Letras y Garantía de Pucón, con las facultades ahí señaladas. Al cuarto otrosí: Por comparecida. Al quinto otrosí: Téngase presente. Al sexto otrosí: Téngase presente, lo que fuere procedente. Mandamiento del 04-12-2023: Requiérase a doña Adriana Díaz Fuentes, para que pague a Banco de Chile, la cantidad de 2.912,96 UF; equivalentes al 23/11/2023, a la suma de $ 106.409.934, más intereses y costas. No verificado el pago, trábese embargo sobre los bienes suficientes de la propiedad del deudor, los que quedarán en su poder en calidad de depositario provisional y bajo su responsabilidad legal. Trabándose de bienes inmuebles y/o vehículos motorizados, el ministro de fe deberá proceder previa autorización del Tribunal. Asimismo, por resolución de fecha 02-06-2025, se estableció que, para los efectos del requerimiento, se fija el quinto día hábil contado desde la publicación en el Diario Oficial, a las 9 horas, en el oficio del receptor judicial, don Álvaro Martínez, con domicilio en Sotero del Río 326, depto1001, Santiago, de- [1572,355,1796,1650]
notice-heading: COLEGIO DE LA COMUNA DE [375,278,544,290]
legal-list [1328,888,1560,1673]
notice-body: de Santiago, Huérfanos N° 1409, piso 15, rol C-12213-2024 caratulado 'Banco Santander-Chile/Inversiones INAV SpA'. Se cita a requerimiento de desposeimiento a Iván Ernesto Varela Tapia Run 9.392.209-3, como representante legal de Inversiones INAV SpA Rut. 76.481.585-8, a fin de que esta última pague o haga abandono de la finca hipotecada en el plazo legal que señala el artículo 758 del Código de Procedimiento Civil. Al efecto, se fija audiencia para dicho requerimiento el 29 abril 2026 a las 12:00 horas, mediante plataforma Zoom en enlace: https://zoom.us/j/7903673329 ID reunión: 790 367 3329. La secretaria. [614,1465,838,1638]
notice-heading: 2° JUZGADO DE LETRAS DE SAN MI- [1333,888,1528,900]
legal-notice [1572,355,1796,1650]
newspaper-brand: EL MERCURIO [1592,85,1746,108]
classified-ad [375,1004,606,1063]
notice-heading: ESCUELA INDUSTRIAL SALESIANOS [137,1207,349,1220]
classified-ad [375,396,606,455]
notice-body: Corriente 000009268902 Sucursal Oficina Central Cheques 6965950 Nulos por Robo [614,288,836,311]
notice-heading: BANCO DE CHILE CUENTA [614,746,762,759]
notice-heading: COLEGIO LOS PENSAMIENTOS "SAN [375,560,589,573]
notice-heading: EN SEGUNDO JUZGADO CIVIL DE [854,368,1032,379]
section-title: Personal para el hogar necesitan-ofrecen [441,1081,565,1106]
notice-heading: BANCO DE CHILE CUENTA [614,481,762,493]
notice-heading: COLEGIO ARAUCO, TIERRAS [375,701,543,714]
notice-heading: COLEGIO NECESITA VARÓN PARA [375,945,572,957]
legal-notice [854,1243,1076,1670]
section-title: Asambleas, estatutos y citaciones legales [677,1177,795,1203]
notice-body: de Talagante, Rol V-30-2025, caratulado 'Galarce', por sentencia de fecha 20 de febrero de 2026, se declaró la interdicción definitiva de Ricardo Arturo Galarce Galarce, domiciliado en Avenida Domingo Santa María N° 250, comuna El Monte, quien, en consecuencia, no tiene la libre administración de sus bienes. Asimismo, se designa como su curadora definitiva a Sonia Rosana Galarce Alvarez. Talagante, uno de abril de dos mil veintiséis. [854,978,1077,1105]
notice-body: Estación Central, en carrera docente, necesita Profesores titulares para E. Básica, Técnico en atención de párvulos e Inspector de patio. Enviar CV a postulacionespdg@gmail.com [375,408,593,455]
bank-notice [614,364,837,398]
notice-body: Peter College de Puente Alto (RBD.25615-3), en Carrera Docente, necesita: Profesor(a) de Artes, Tecnología y Música - Enseñanza Básica y Media y, Profesor(a) de Filosofía - Enseñanza Media. Enviar CV a: postulaciones@colegiosaintpeter.cl [137,408,358,467]
notice-heading: COLEGIO DE LA COMUNA DE [375,643,544,655]
ad-list [374,1277,607,1325]
notice-heading: PERSONAL DE MANTENIMIENTO Y [375,1003,575,1016]
notice-heading: SAN MIGUEL, TREINTA DE MARZO [854,828,1025,840]
bank-notice [614,648,837,682]
section-header-1611 [610,1274,841,1308]
notice-body: Norte requiere Profesora Educación Básica reemplazo 1° Ciclo 34 horas. Currículum y pretensiones renta cvitaecolegios@gmail.com [137,490,342,526]
section-title: Profesionales se necesitan [444,122,523,149]
notice-body: San Bernardo (con carrera docente y excelencia académica), requiere: Educadora diferencial PIE 5° y 6° básico, para reemplazo prenatal y postnatal. Educadora Diferencial (1° y 2° Medio) para P.I.E. (44 Hrs.). Interesados enviar currículum a: colegiolospensamientos2024@gmail.com [137,172,365,243]
notice-heading: 2° JUZGADO CIVIL SANTIAGO, [854,1243,1021,1255]
notice-body: excelencia académica, comuna de Santiago, requiere por reemplazo Profesora Inglés enseñanza media (40 horas). Interesadas enviar currículum a postulacionprofesores224@gmail.com [137,549,366,596]
notice-heading: NECESITO ASESORA PUERTAS [375,1152,555,1164]
column-7 [1568,118,1801,1972]
notice-body: Corriente 001950028300 Sucursal Of. Maipú Cheques 4102436, 4102439 al 4102445, 4102447 al 4102454 Nulos por Extravío [614,758,813,793]
classified-ad [375,643,606,691]
notice-heading: COLEGIO UBICADO EN LA COMUNA [137,607,345,619]
section-title: Zona Norte: Empleos buscan - ofrecen [441,1343,584,1367]
classified-ad [137,478,367,526]
subsection-label: Banco de Chile - Cheques nulos por robo [614,258,837,269]
ad-list [136,160,368,1495]
legal-notice [854,505,1076,818]
bank-notice [614,482,837,527]
section-number: 1611 [1331,118,1391,150]
notice-body: Corriente 008005664607 Sucursal Oficina Central Cheques 7145663 Nulos por Extravío [614,869,836,892]
column-2 [370,118,610,1972]
notice-heading: FUNDACIÓN EDUCACIONAL MATER [137,1125,343,1137]
nulo-notice: NULO POR EXTRAVÍO TIPOL N° 16411, de lo PDI, Rut 17.180.660-7, a nombre de Leslie Aurora Torres Riquelme, uso indebido penado por ley [614,1126,838,1161]
notice-heading: BANCO DE CHILE CUENTA [614,536,762,549]
notice-heading: NOTIFICACIÓN: 3° JUZGADO CIVIL [1572,355,1772,367]
notice-body: Corriente 008460078000 Sucursal Of. El Bosque Laurel Eco. Privada Cheques 2169378 Nulos por Extravío [614,913,832,947]
notice-heading: COLEGIO LOS PENSAMIENTOS DE [137,160,337,172]
notice-heading: FUNDACIÓN EDUCACIONAL [137,841,299,854]
section-number: 1318 [380,1238,437,1268]
section-title: Judiciales [1397,135,1455,149]
notice-heading: PRIMER JUZGADO CIVIL DE TALCA- [854,160,1040,172]
classified-ad [137,1208,367,1495]
classified-ad [137,690,367,726]
notice-body: de Letras de Buin, en causa Rol V-86-2025, caratulada Burgos/ Burgos, sobre posesión efectiva, por sentencia de fecha 26/02/2026, se concedió la posesión efectiva testada quedada al fallecimiento de Sergio Hernán Burgos Meza, cédula de identidad N 3.766.443-K, quien falleció el 18 de septiembre de 2024 según consta en Certificado de Defunción número de inscripción 428 del año 2024, Circunscripción Buin, emitido por el Servicio de Registro Civil e Identificación, y cuyo último domicilio fue en calle La Trilla número 1100, comuna de Paine a su cónyuge sobreviviente Gloria Sylvia de las Mercedes Riveros Román, run N 4.131.999-2 a sus hijos Jorge Antonio Burgos Riveros, Run N 8.373.201-6 Juan Alberto Burgos Riveros, Run N 7.413.276-6 y a Lilian Verónica Burgos Riveros, run N 8.383.502-8 todos en su calidad de herederos legitimarios, y a esta últimos además en su calidad de heredera testamentaria de la cuarta de mejoras y cuarta de libre disposición, en la forma y condiciones establecidas en las cláusulas cuarta y quinta del Testamento Abierto, otorgado el 03 de noviembre de 2023, ante don Eduardo Andrés Aliaga Martínez, Notario Público interino de la 3 Notaría de Buin con asiento en Paine [854,505,1077,818]
page-header [132,69,1746,112]
classified-ad [375,1277,606,1325]
bank-notice [614,858,837,892]
section-header-1317 [375,1077,606,1110]
classified-ad [375,1153,606,1176]
calama-box-ad [377,1461,604,1549]
legal-notice [1333,888,1555,1073]
notice-body: Estación central necesita Profesor de Tecnología, 9 horas de contrato, día miércoles. Enviar C.V a sp.postulacionprofesional@gmail.com [375,290,604,326]
notice-body: subvencionado, Puente Alto, necesita Profesor/a de Religión básica 25 horas. Enviar currículum a personal2023ad@gmail.com [137,749,354,784]
notice-body: de La Pintana necesita Psicopedagoga/o con experiencia en docencia Ed. Básica y Ed. Media idealmente en lenguaje y comunicación y matemáticas. Enviar CV a: seleccioncolegiolapintana@gmail.com [375,831,590,890]
section-header-1309 [374,118,607,153]
notice-heading: NOTIFICACIÓN. SEGUNDO JUZGADO [1333,1210,1517,1222]
section-header-1611 [1568,118,1801,153]
